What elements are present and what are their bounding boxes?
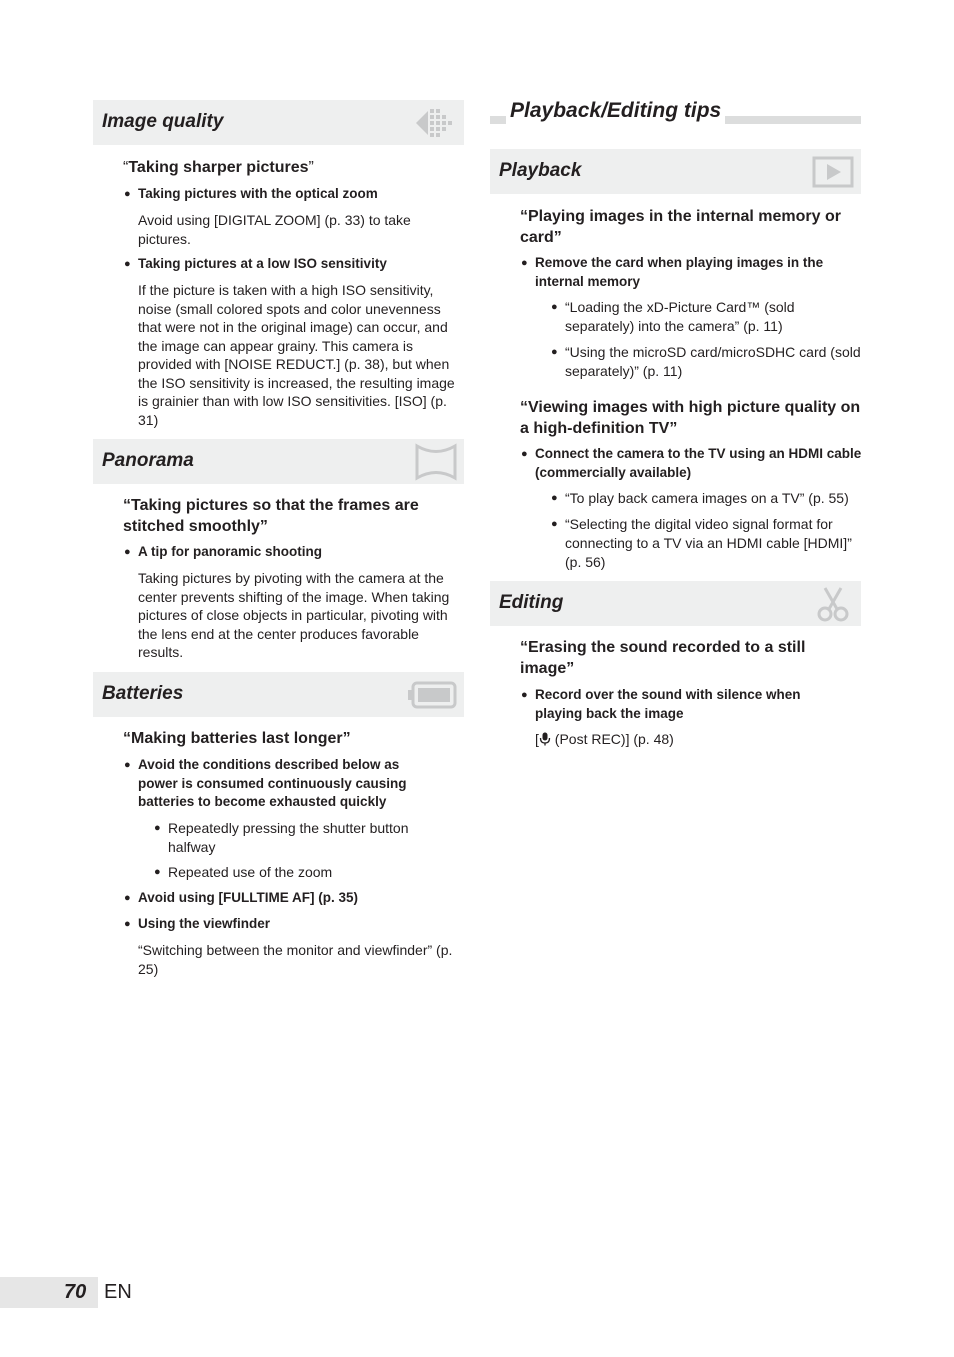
question-playback-memory: “Playing images in the internal memory or card” <box>520 208 841 246</box>
question-panorama: “Taking pictures so that the frames are stitched smoothly” <box>123 497 419 535</box>
question-erase-sound: “Erasing the sound recorded to a still image” <box>520 639 806 677</box>
playback-header <box>490 149 861 194</box>
question-hdtv: “Viewing images with high picture quality on a high-definition TV” <box>520 399 861 437</box>
tip-heading: ● Remove the card when playing images in the internal memory <box>521 254 865 291</box>
section-title: Image quality <box>102 111 224 132</box>
page-number-box <box>0 1277 98 1308</box>
sub-bullet: ● Repeated use of the zoom <box>154 863 438 882</box>
editing-header <box>490 581 861 626</box>
sub-bullet: ● “To play back camera images on a TV” (p. 55) <box>551 489 875 508</box>
main-title <box>490 98 861 126</box>
tip-body: If the picture is taken with a high ISO sensitivity, noise (small colored spots and color unevenness that were not in the original image) can occur, and the image can appear grainy. This camera is provided with [NOISE REDUCT.] (p. 38), but when the ISO sensitivity is increased, the resulting image is grainier than with low ISO sensitivities. [ISO] (p. 31) <box>138 282 455 428</box>
tip-heading: ● Using the viewfinder <box>124 915 464 934</box>
sub-bullet: ● Repeatedly pressing the shutter button halfway <box>154 819 438 857</box>
tip-body: “Switching between the monitor and viewfinder” (p. 25) <box>138 942 453 977</box>
tip-heading: ● Taking pictures with the optical zoom <box>124 185 464 204</box>
section-title: Playback <box>499 160 582 181</box>
panorama-header <box>93 439 464 484</box>
sub-bullet: ● “Selecting the digital video signal format for connecting to a TV via an HDMI cable [HDMI]” (p. 56) <box>551 515 865 572</box>
section-title: Batteries <box>102 683 184 704</box>
page-title: Playback/Editing tips <box>506 98 725 124</box>
tip-body: Taking pictures by pivoting with the camera at the center prevents shifting of the image. When taking pictures of close objects in particular, pivoting with the lens end at the center produces favorable results. <box>138 570 450 660</box>
tip-body: [ (Post REC)] (p. 48) <box>535 731 674 747</box>
play-icon <box>811 153 855 191</box>
tip-heading: ● Record over the sound with silence when playing back the image <box>521 686 845 723</box>
panorama-icon <box>414 443 458 481</box>
language-label: EN <box>104 1281 132 1303</box>
tip-heading: ● Avoid the conditions described below as power is consumed continuously causing batteries to become exhausted quickly <box>124 756 438 812</box>
tip-heading: ● Avoid using [FULLTIME AF] (p. 35) <box>124 889 464 908</box>
battery-icon <box>406 676 458 714</box>
section-title: Panorama <box>102 450 194 471</box>
image-quality-icon <box>414 104 458 142</box>
question-sharper-pictures: “Taking sharper pictures” <box>123 159 314 176</box>
image-quality-header <box>93 100 464 145</box>
sub-bullet: ● “Loading the xD-Picture Card™ (sold separately) into the camera” (p. 11) <box>551 298 865 336</box>
microphone-icon <box>539 732 551 746</box>
scissors-icon <box>811 585 855 623</box>
tip-heading: ● A tip for panoramic shooting <box>124 543 464 562</box>
sub-bullet: ● “Using the microSD card/microSDHC card (sold separately)” (p. 11) <box>551 343 865 381</box>
page-number: 70 <box>64 1281 87 1303</box>
tip-body: Avoid using [DIGITAL ZOOM] (p. 33) to take pictures. <box>138 212 411 247</box>
tip-heading: ● Taking pictures at a low ISO sensitivity <box>124 255 464 274</box>
tip-heading: ● Connect the camera to the TV using an HDMI cable (commercially available) <box>521 445 865 482</box>
question-batteries: “Making batteries last longer” <box>123 730 351 747</box>
batteries-header <box>93 672 464 717</box>
section-title: Editing <box>499 592 564 613</box>
